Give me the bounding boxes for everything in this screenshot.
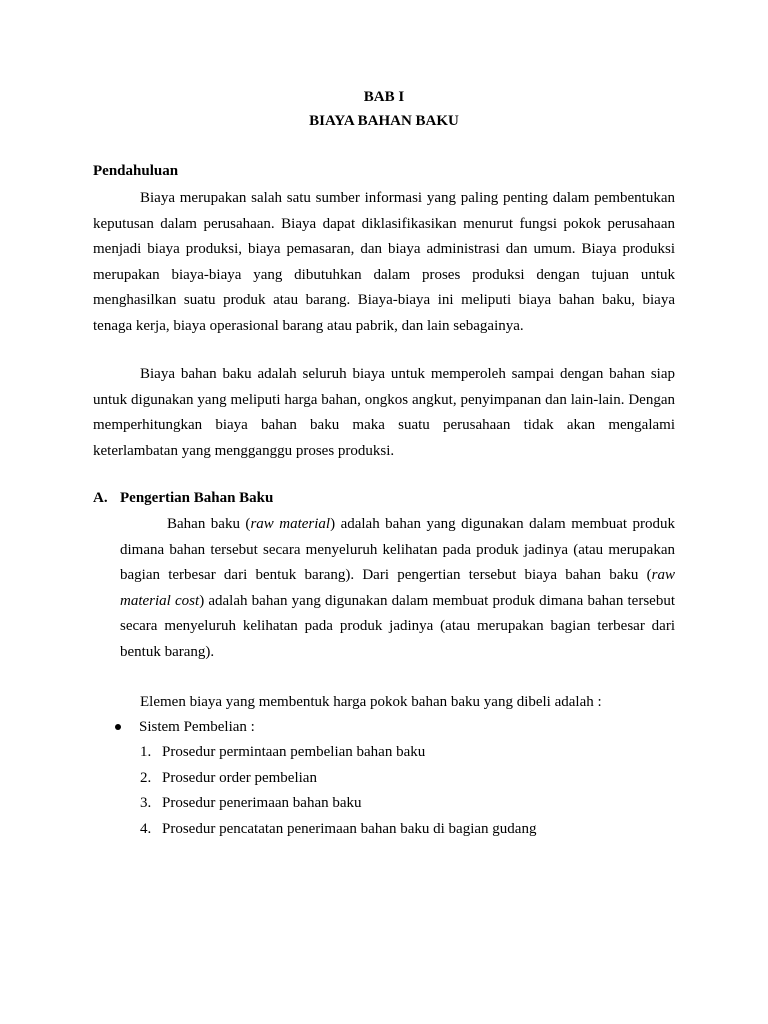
list-item-text: Prosedur pencatatan penerimaan bahan baku di bagian gudang	[162, 820, 537, 837]
list-item-number: 3.	[140, 795, 152, 811]
raw-material-cost-term: raw material cost	[120, 567, 675, 609]
list-item-text: Prosedur penerimaan bahan baku	[162, 795, 362, 811]
section-a-title: Pengertian Bahan Baku	[120, 490, 274, 506]
definition-text-3: ) adalah bahan yang digunakan dalam membuat produk dimana bahan tersebut secara menyeluruh kelihatan pada produk jadinya (atau merupakan bagian terbesar dari bentuk barang).	[120, 592, 675, 660]
intro-paragraph-1: Biaya merupakan salah satu sumber informasi yang paling penting dalam pembentukan keputusan dalam perusahaan. Biaya dapat diklasifikasikan menurut fungsi pokok perusahaan menjadi biaya produksi, biaya pemasaran, dan biaya administrasi dan umum. Biaya produksi merupakan biaya-biaya yang dibutuhkan dalam proses produksi dengan tujuan untuk menghasilkan suatu produk atau barang. Biaya-biaya ini meliputi biaya bahan baku, biaya tenaga kerja, biaya operasional barang atau pabrik, dan lain sebagainya.	[93, 190, 675, 334]
list-item-text: Prosedur permintaan pembelian bahan baku	[162, 744, 426, 760]
intro-heading: Pendahuluan	[93, 163, 179, 179]
chapter-title: BIAYA BAHAN BAKU	[309, 113, 459, 129]
bullet-text: Sistem Pembelian :	[139, 719, 255, 735]
list-item-number: 2.	[140, 769, 152, 786]
list-item-number: 1.	[140, 744, 152, 760]
raw-material-term: raw material	[250, 516, 331, 532]
list-item-text: Prosedur order pembelian	[162, 769, 317, 786]
intro-paragraph-2: Biaya bahan baku adalah seluruh biaya untuk memperoleh sampai dengan bahan siap untuk digunakan yang meliputi harga bahan, ongkos angkut, penyimpanan dan lain-lain. Dengan memperhitungkan biaya bahan baku maka suatu perusahaan tidak akan mengalami keterlambatan yang mengganggu proses produksi.	[93, 366, 675, 459]
definition-text-1: Bahan baku (	[167, 516, 251, 532]
definition-paragraph	[120, 512, 675, 665]
list-item-number: 4.	[140, 820, 152, 837]
elements-intro-paragraph: Elemen biaya yang membentuk harga pokok bahan baku yang dibeli adalah :	[140, 694, 602, 710]
bullet-dot-icon	[115, 724, 121, 730]
definition-text-2: ) adalah bahan yang digunakan dalam membuat produk dimana bahan tersebut secara menyeluruh kelihatan pada produk jadinya (atau merupakan bagian terbesar dari bentuk barang). Dari pengertian tersebut biaya bahan baku (	[120, 516, 675, 583]
chapter-number: BAB I	[363, 89, 405, 105]
section-a-number: A.	[93, 490, 108, 506]
